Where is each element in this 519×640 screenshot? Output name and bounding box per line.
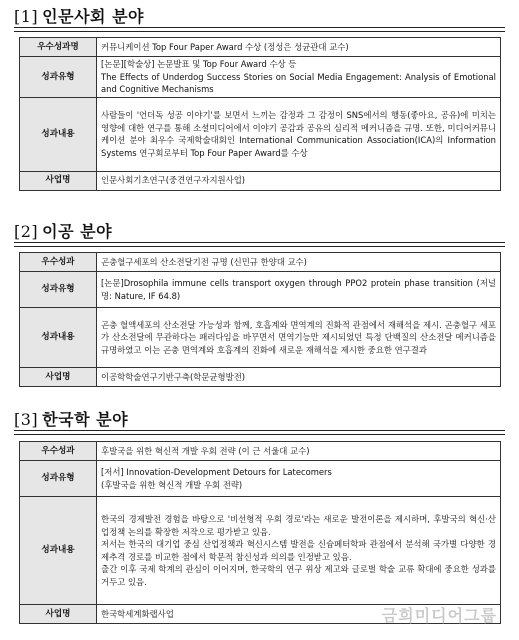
table-row [20, 308, 501, 368]
row-value: 후발국을 위한 혁신적 개발 우회 전략 (이 근 서울대 교수) [97, 442, 501, 461]
row-label: 사업명 [20, 368, 97, 387]
row-value: 곤충혈구세포의 산소전달기전 규명 (신민규 한양대 교수) [97, 253, 501, 272]
table-row [20, 253, 501, 272]
table-row [20, 442, 501, 461]
award-table-2 [19, 252, 501, 387]
row-label: 사업명 [20, 171, 97, 190]
row-label: 성과내용 [20, 97, 97, 171]
award-table-3 [19, 441, 501, 624]
row-label: 성과유형 [20, 272, 97, 308]
section-divider [14, 430, 505, 435]
row-label: 우수성과명 [20, 38, 97, 57]
row-value: 사람들이 '언더독 성공 이야기'를 보면서 느끼는 감정과 그 감정이 SNS에서의 행동(좋아요, 공유)에 미치는 영향에 대한 연구를 통해 소셜미디어에서 이야기 공감과 공유의 심리적 메커니즘을 규명. 또한, 미디어커뮤니케이션 분야 최우수 국제학술대회인 International Communication Association(ICA)의 Information Systems 연구회로부터 Top Four Paper Award를 수상 [97, 97, 501, 171]
row-value: [논문][학술상] 논문발표 및 Top Four Award 수상 등 The Effects of Underdog Success Stories on Social Media Engagement: Analysis of Emotional and Cognitive Mechanisms [97, 57, 501, 98]
row-value: [저서] Innovation-Development Detours for Latecomers (후발국을 위한 혁신적 개발 우회 전략) [97, 461, 501, 497]
section-title: 인문사회 분야 [42, 7, 144, 26]
row-value: 곤충 혈액세포의 산소전달 가능성과 함께, 호흡계와 면역계의 진화적 관점에서 재해석을 제시. 곤충혈구 세포가 산소전달에 무관하다는 패러다임을 바꾸면서 면역기능만 제시되었던 특정 단백질의 산소전달 메커니즘을 규명하였고 이는 곤충 면역계와 호흡계의 진화에 새로운 재해석을 제시한 중요한 연구결과 [97, 308, 501, 368]
section-title: 이공 분야 [42, 222, 113, 241]
section-divider [14, 27, 505, 32]
row-label: 성과유형 [20, 461, 97, 497]
table-row [20, 272, 501, 308]
section-heading-2 [14, 219, 112, 242]
row-value: [논문]Drosophila immune cells transport oxygen through PPO2 protein phase transition (저널명: Nature, IF 64.8) [97, 272, 501, 308]
row-label: 우수성과 [20, 442, 97, 461]
row-label: 성과내용 [20, 308, 97, 368]
row-label: 성과내용 [20, 497, 97, 605]
section-number: [2] [14, 222, 39, 241]
row-label: 사업명 [20, 605, 97, 624]
section-heading-3 [14, 407, 128, 430]
table-row [20, 368, 501, 387]
row-value: 이공학학술연구기반구축(학문균형발전) [97, 368, 501, 387]
table-row [20, 38, 501, 57]
watermark-logo: 금희미디어그룹 [381, 606, 497, 625]
row-value: 한국의 경제발전 경험을 바탕으로 '비선형적 우회 경로'라는 새로운 발전이론을 제시하며, 후발국의 혁신·산업정책 논의를 확장한 저작으로 평가받고 있음. 저서는 한국의 대기업 중심 산업정책과 혁신시스템 발전을 신슘페터학파 관점에서 분석해 국가별 다양한 경제추격 경로를 비교한 점에서 학문적 참신성과 의의를 인정받고 있음. 출간 이후 국제 학계의 관심이 이어지며, 한국학의 연구 위상 제고와 글로벌 학술 교류 확대에 중요한 성과를 거두고 있음. [97, 497, 501, 605]
section-divider [14, 242, 505, 247]
table-row [20, 97, 501, 171]
section-heading-1 [14, 4, 144, 27]
table-row [20, 57, 501, 98]
section-number: [3] [14, 410, 39, 429]
row-label: 우수성과 [20, 253, 97, 272]
table-row [20, 171, 501, 190]
section-title: 한국학 분야 [42, 410, 129, 429]
row-value: 한국학세계화랩사업 [97, 605, 501, 624]
row-value: 커뮤니케이션 Top Four Paper Award 수상 (정성은 성균관대 교수) [97, 38, 501, 57]
table-row [20, 461, 501, 497]
row-value: 인문사회기초연구(중견연구자지원사업) [97, 171, 501, 190]
section-number: [1] [14, 7, 39, 26]
table-row [20, 497, 501, 605]
row-label: 성과유형 [20, 57, 97, 98]
award-table-1 [19, 37, 501, 191]
